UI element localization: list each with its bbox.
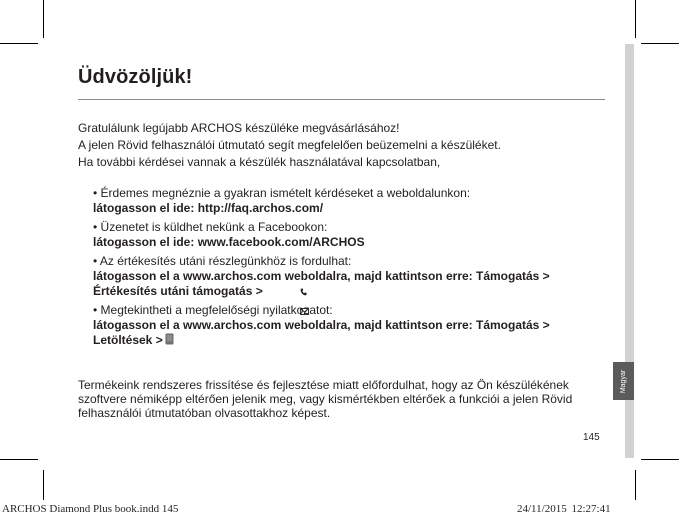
intro-line: Gratulálunk legújabb ARCHOS készüléke megvásárlásához! <box>78 121 400 135</box>
phone-icon <box>300 285 307 300</box>
footer-filename: ARCHOS Diamond Plus book.indd 145 <box>2 503 179 515</box>
closing-paragraph: Termékeink rendszeres frissítése és fejlesztése miatt előfordulhat, hogy az Ön készülékének szoftvere némiképp eltérően jelenik meg, vagy kismértékben eltérőek a funkciói a jelen Rövid felhasználói útmutatóban olvasottakhoz képest. <box>78 378 573 420</box>
page-title: Üdvözöljük! <box>78 66 193 88</box>
downloads-link[interactable] <box>93 318 598 349</box>
page-number: 145 <box>583 432 600 443</box>
language-tab <box>613 362 634 400</box>
crop-mark <box>641 459 679 460</box>
list-item-text: • Érdemes megnéznie a gyakran ismételt kérdéseket a weboldalunkon: <box>93 186 471 200</box>
list-item <box>93 220 605 250</box>
crop-mark <box>43 0 44 38</box>
files-icon <box>165 333 174 349</box>
downloads-link-text[interactable]: látogasson el a www.archos.com weboldalra, majd kattintson erre: Támogatás > Letöltések > <box>93 318 550 348</box>
title-divider <box>78 99 605 100</box>
list-item <box>93 303 605 349</box>
language-tab-label: Magyar <box>620 369 627 393</box>
support-link[interactable]: látogasson el a www.archos.com weboldalra, majd kattintson erre: Támogatás > Értékesítés utáni támogatás > <box>93 269 550 298</box>
help-list <box>93 186 605 353</box>
list-item-text: • Az értékesítés utáni részlegünkhöz is fordulhat: <box>93 254 352 268</box>
list-item-text: • Megtekintheti a megfelelőségi nyilatkozatot: <box>93 303 333 317</box>
facebook-link[interactable]: látogasson el ide: www.facebook.com/ARCHOS <box>93 235 365 249</box>
faq-link[interactable]: látogasson el ide: http://faq.archos.com/ <box>93 201 324 215</box>
crop-mark <box>0 459 38 460</box>
crop-mark <box>635 470 636 500</box>
crop-mark <box>43 470 44 500</box>
intro-line: Ha további kérdései vannak a készülék használatával kapcsolatban, <box>78 155 441 169</box>
list-item <box>93 254 605 299</box>
crop-mark <box>0 43 38 44</box>
list-item <box>93 186 605 216</box>
intro-line: A jelen Rövid felhasználói útmutató segít megfelelően beüzemelni a készüléket. <box>78 138 501 152</box>
list-item-text: • Üzenetet is küldhet nekünk a Facebookon: <box>93 220 328 234</box>
footer-timestamp: 24/11/2015 12:27:41 <box>517 503 611 515</box>
crop-mark <box>635 0 636 38</box>
crop-mark <box>641 43 679 44</box>
